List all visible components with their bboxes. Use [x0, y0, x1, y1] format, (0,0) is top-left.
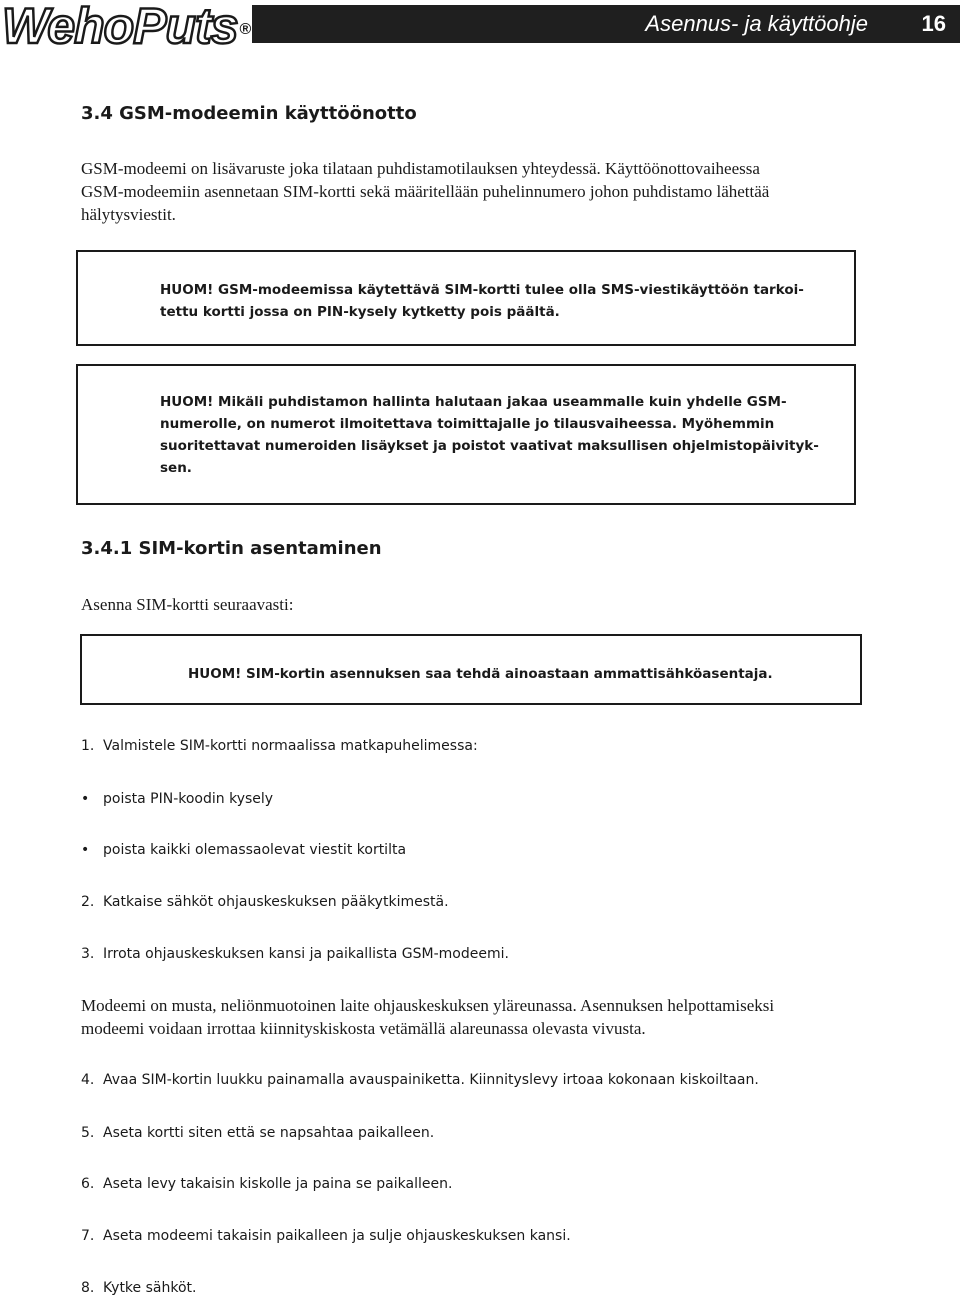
subsection-heading: 3.4.1 SIM-kortin asentaminen	[81, 538, 382, 559]
bullet-item	[81, 840, 406, 860]
bullet-item	[81, 789, 273, 809]
step-8	[81, 1278, 196, 1298]
notice-line: HUOM! Mikäli puhdistamon hallinta halutaan jakaa useammalle kuin yhdelle GSM-	[160, 394, 787, 410]
section-heading: 3.4 GSM-modeemin käyttöönotto	[81, 103, 417, 124]
step-2	[81, 892, 449, 912]
subsection-intro: Asenna SIM-kortti seuraavasti:	[81, 595, 294, 614]
section-intro	[81, 157, 931, 226]
wehoputs-logo	[2, 0, 251, 54]
step-number: 5.	[81, 1125, 95, 1141]
notice-line: numerolle, on numerot ilmoitettava toimittajalle jo tilausvaiheessa. Myöhemmin	[160, 416, 775, 432]
page-number: 16	[921, 11, 946, 36]
notice-line: tettu kortti jossa on PIN-kysely kytketty pois päältä.	[160, 304, 560, 320]
step-number: 2.	[81, 894, 95, 910]
bullet-text: poista PIN-koodin kysely	[103, 791, 274, 807]
step-number: 3.	[81, 946, 95, 962]
step-5	[81, 1123, 434, 1143]
step-number: 4.	[81, 1072, 95, 1088]
intro-line: GSM-modeemiin asennetaan SIM-kortti sekä määritellään puhelinnumero johon puhdistamo lähettää	[81, 182, 770, 201]
notice-box-numbers	[76, 364, 856, 505]
step-number: 7.	[81, 1228, 95, 1244]
registered-mark: ®	[239, 21, 251, 38]
document-title: Asennus- ja käyttöohje	[645, 11, 868, 36]
step-text: Aseta modeemi takaisin paikalleen ja sulje ohjauskeskuksen kansi.	[103, 1228, 571, 1244]
step-text: Aseta kortti siten että se napsahtaa paikalleen.	[103, 1125, 435, 1141]
step-text: Kytke sähköt.	[103, 1280, 197, 1296]
intro-line: GSM-modeemi on lisävaruste joka tilataan puhdistamotilauksen yhteydessä. Käyttöönottovaiheessa	[81, 159, 760, 178]
paragraph-line: modeemi voidaan irrottaa kiinnityskiskosta vetämällä alareunassa olevasta vivusta.	[81, 1019, 646, 1038]
step-1	[81, 736, 478, 756]
notice-box-electrician	[80, 634, 862, 705]
step-number: 6.	[81, 1176, 95, 1192]
logo-text: WehoPuts	[2, 0, 238, 54]
step-4	[81, 1070, 759, 1090]
notice-line: suoritettavat numeroiden lisäykset ja poistot vaativat maksullisen ohjelmistopäivityk-	[160, 438, 819, 454]
notice-line: HUOM! SIM-kortin asennuksen saa tehdä ainoastaan ammattisähköasentaja.	[188, 666, 773, 682]
intro-line: hälytysviestit.	[81, 205, 176, 224]
bullet-text: poista kaikki olemassaolevat viestit kortilta	[103, 842, 407, 858]
step-6	[81, 1174, 452, 1194]
bullet-icon: •	[81, 791, 90, 807]
step-text: Katkaise sähköt ohjauskeskuksen pääkytkimestä.	[103, 894, 449, 910]
step-3	[81, 944, 509, 964]
step-text: Valmistele SIM-kortti normaalissa matkapuhelimessa:	[103, 738, 478, 754]
step-text: Irrota ohjauskeskuksen kansi ja paikallista GSM-modeemi.	[103, 946, 509, 962]
step-text: Avaa SIM-kortin luukku painamalla avauspainiketta. Kiinnityslevy irtoaa kokonaan kiskoiltaan.	[103, 1072, 759, 1088]
notice-line: HUOM! GSM-modeemissa käytettävä SIM-kortti tulee olla SMS-viestikäyttöön tarkoi-	[160, 282, 804, 298]
notice-box-sim-card	[76, 250, 856, 346]
step-number: 8.	[81, 1280, 95, 1296]
bullet-icon: •	[81, 842, 90, 858]
step-number: 1.	[81, 738, 95, 754]
paragraph-line: Modeemi on musta, neliönmuotoinen laite ohjauskeskuksen yläreunassa. Asennuksen helpottamiseksi	[81, 996, 775, 1015]
modem-description	[81, 994, 941, 1040]
step-text: Aseta levy takaisin kiskolle ja paina se paikalleen.	[103, 1176, 453, 1192]
step-7	[81, 1226, 571, 1246]
notice-line: sen.	[160, 460, 192, 476]
